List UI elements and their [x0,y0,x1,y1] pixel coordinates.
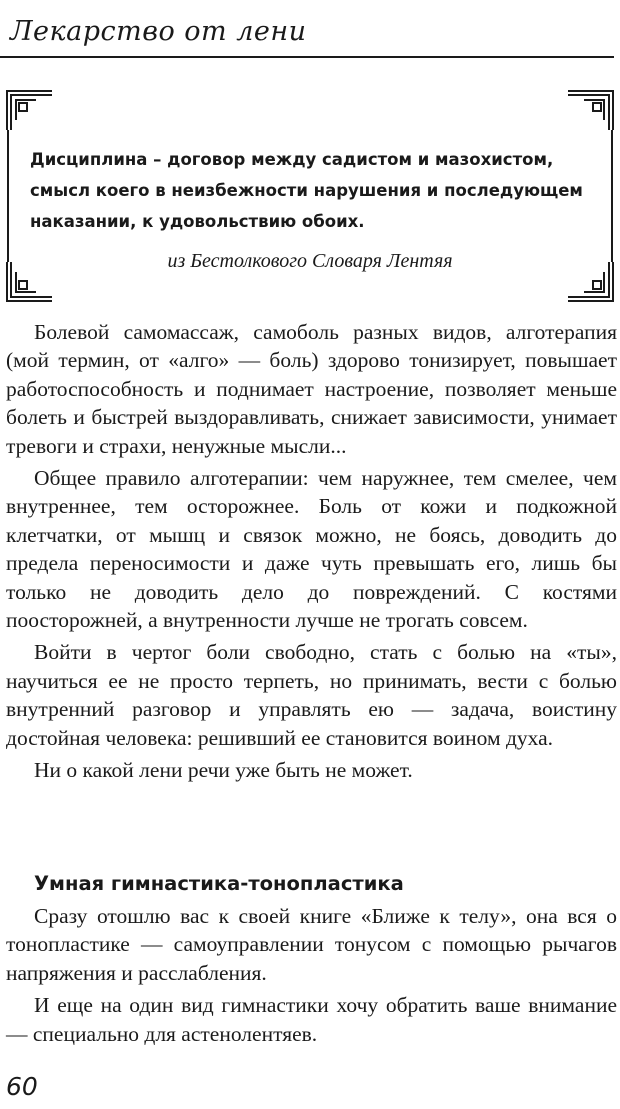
page-number: 60 [6,1072,38,1101]
body-text [6,318,617,789]
paragraph: Ни о какой лени речи уже быть не может. [34,758,413,783]
corner-ornament-icon [568,90,614,130]
section-body-text [6,902,617,1052]
epigraph-text: Дисциплина – договор между садистом и мазохистом, смысл коего в неизбежности нарушения и последующем наказании, к удовольствию обоих. [30,150,583,231]
running-head: Лекарство от лени [10,16,307,47]
section-heading: Умная гимнастика-тонопластика [34,872,404,895]
paragraph: Общее правило алготерапии: чем наружнее, тем смелее, чем внутреннее, тем осторожнее. Боль от кожи и подкожной клетчатки, от мышц и связок можно, не боясь, доводить до предела переносимости и даже чуть превышать его, лишь бы только не доводить дело до повреждений. С костями поосторожней, а внутренности лучше не трогать совсем. [6,466,617,633]
corner-ornament-icon [6,90,52,130]
epigraph-bar-left [7,130,9,262]
head-rule [0,56,614,58]
paragraph: Болевой самомассаж, самоболь разных видов, алготерапия (мой термин, от «алго» — боль) здорово тонизирует, повышает работоспособность и поднимает настроение, позволяет меньше болеть и быстрей выздоравливать, снижает зависимости, унимает тревоги и страхи, ненужные мысли... [6,320,617,458]
epigraph-source: из Бестолкового Словаря Лентяя [167,250,453,272]
epigraph-bar-right [611,130,613,262]
paragraph: И еще на один вид гимнастики хочу обратить ваше внимание — специально для астенолентяев. [6,993,617,1046]
paragraph: Сразу отошлю вас к своей книге «Ближе к телу», она вся о тонопластике — самоуправлении тонусом с помощью рычагов напряжения и расслабления. [6,904,617,985]
paragraph: Войти в чертог боли свободно, стать с болью на «ты», научиться ее не просто терпеть, но принимать, вести с болью внутренний разговор и управлять ею — задача, воистину достойная человека: решивший ее становится воином духа. [6,640,617,750]
